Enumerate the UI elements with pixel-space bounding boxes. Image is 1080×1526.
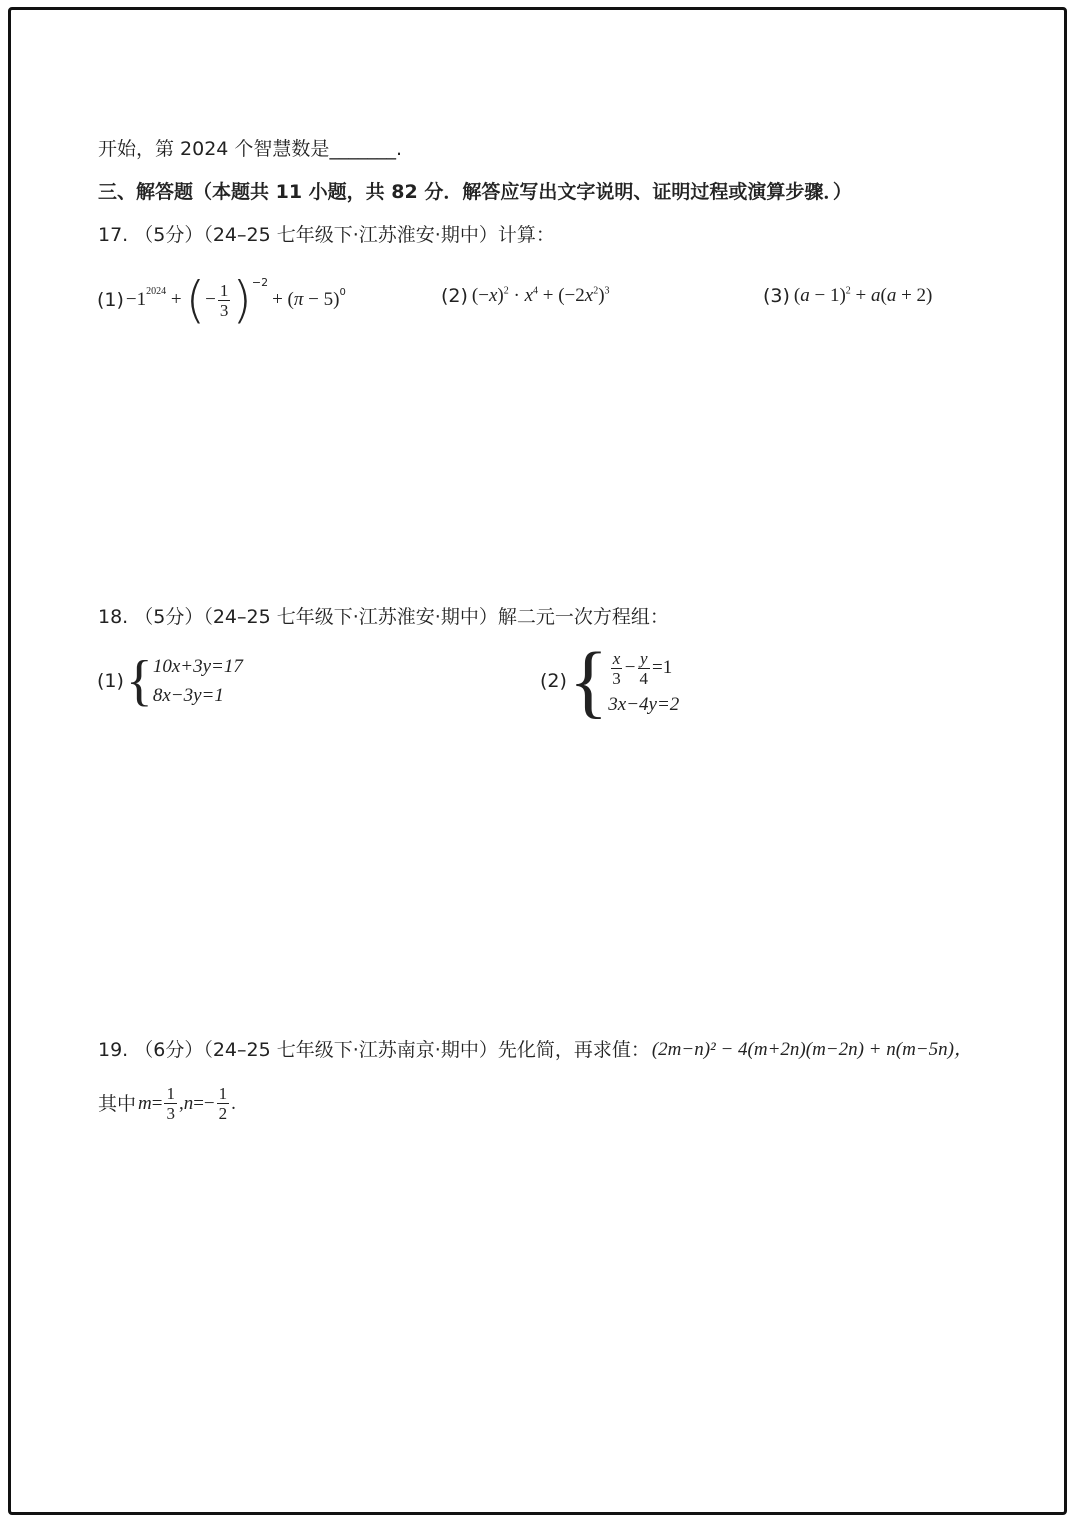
q17-part3: (3) $(a - 1)^2 + a(a + 2)$ xyxy=(763,285,933,307)
q19-expression: (2m−n)² − 4(m+2n)(m−2n) + n(m−5n)， xyxy=(651,1039,973,1060)
q18-part1: (1) { 10x+3y=17 8x−3y=1 xyxy=(97,650,243,712)
answer-blank[interactable]: _______ xyxy=(329,138,396,160)
equation-2: 8x−3y=1 xyxy=(152,685,224,706)
equation-1: 10x+3y=17 xyxy=(152,656,243,677)
q17-part2: (2) $(-x)^2 \cdot x^4 + (-2x^2)^3$ xyxy=(441,285,610,307)
q19-condition: 其中 m = $\frac{1}{3}$ , n =− $\frac{1}{2}$ . xyxy=(98,1084,236,1123)
section-heading: 三、解答题（本题共 11 小题，共 82 分．解答应写出文字说明、证明过程或演算步骤．） xyxy=(98,181,852,203)
equation-fraction: $\frac{x}{3}$ − $\frac{y}{4}$ =1 xyxy=(612,648,673,688)
q17-part1: (1) $-1^{2024}$ + ( − $\frac{1}{3}$ ) −2 + (π − 5) 0 xyxy=(97,271,346,329)
equation-linear: 3x−4y=2 xyxy=(608,694,680,715)
q17-header: 17. （5分）（24–25 七年级下·江苏淮安·期中）计算： xyxy=(98,224,555,246)
q19-header: 19. （6分）（24–25 七年级下·江苏南京·期中）先化简，再求值： (2m−n)² − 4(m+2n)(m−2n) + n(m−5n)， xyxy=(98,1039,973,1061)
q18-header: 18. （5分）（24–25 七年级下·江苏淮安·期中）解二元一次方程组： xyxy=(98,606,669,628)
q18-part2: (2) { $\frac{x}{3}$ − $\frac{y}{4}$ =1 3x−4y=2 xyxy=(540,635,680,726)
fill-blank-question-end: 开始，第 2024 个智慧数是_______. xyxy=(98,138,402,160)
